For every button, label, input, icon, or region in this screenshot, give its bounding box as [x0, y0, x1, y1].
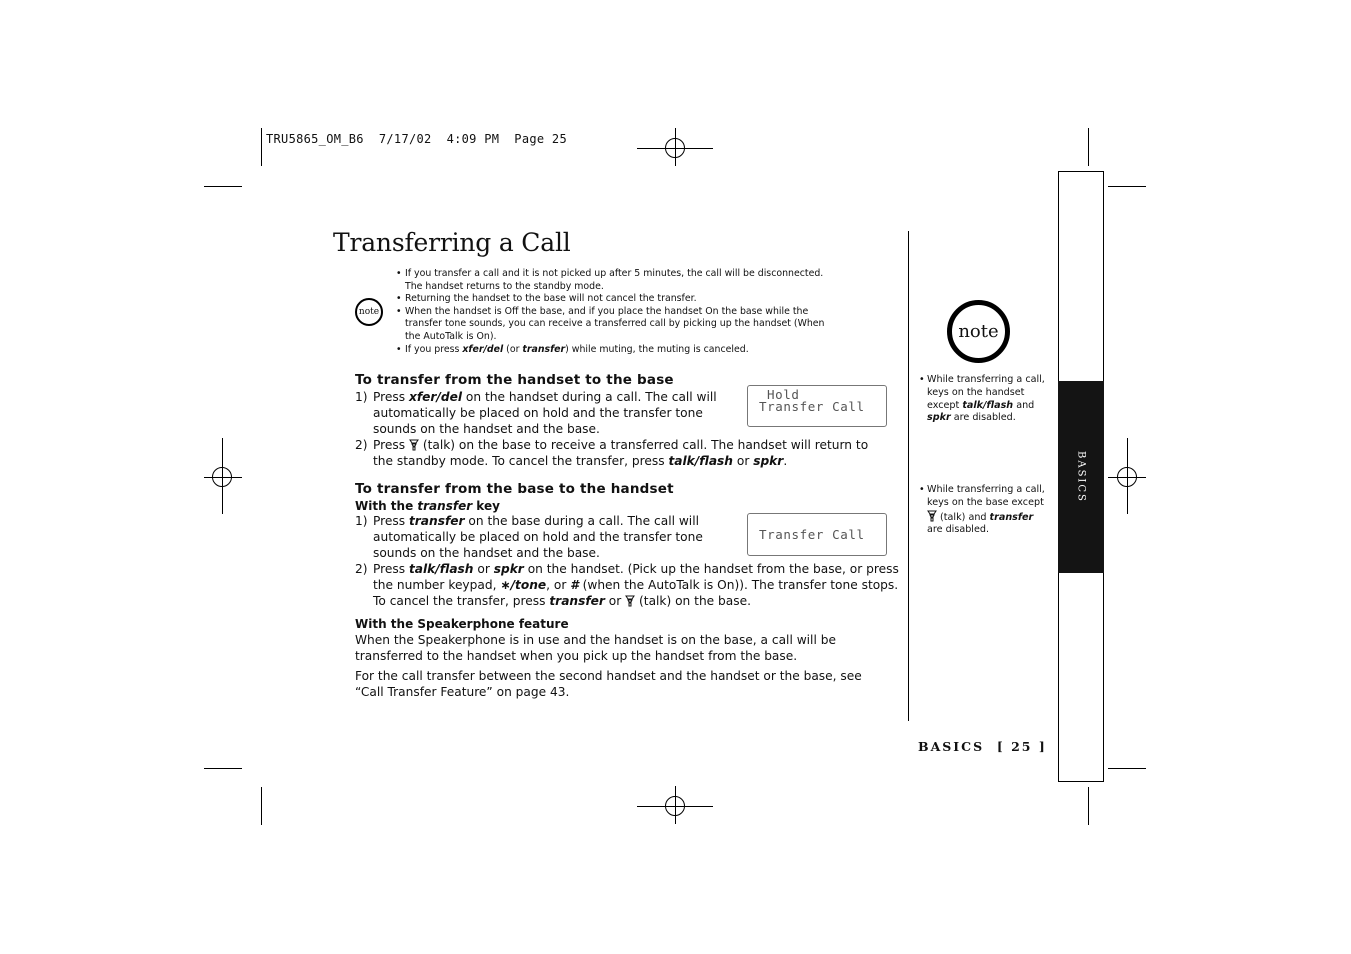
section-heading: To transfer from the base to the handset — [355, 481, 674, 497]
sidebar-note — [919, 374, 1047, 425]
crop-mark — [204, 768, 242, 769]
subheading: With the Speakerphone feature — [355, 617, 569, 631]
lcd-line: Transfer Call — [759, 399, 865, 414]
section-tab — [1058, 381, 1104, 573]
column-divider — [908, 231, 909, 721]
step-2: 2) Press talk/flash or spkr on the handset. (Pick up the handset from the base, or press the number keypad, ∗/tone, or # (when the AutoTalk is On)). The transfer tone stops. To cancel the transfer, press transfer or (talk) on the base. — [355, 562, 899, 608]
lcd-display — [747, 385, 887, 427]
talk-icon — [927, 510, 937, 522]
subheading: With the transfer key — [355, 499, 500, 513]
page-footer: BASICS [ 25 ] — [918, 739, 1047, 754]
print-slug: TRU5865_OM_B6 7/17/02 4:09 PM Page 25 — [266, 132, 567, 146]
section-tab-label: BASICS — [1075, 451, 1087, 503]
note-list — [396, 268, 836, 356]
step-1: 1) Press xfer/del on the handset during a call. The call will automatically be placed on hold and the transfer tone sounds on the handset and the base. — [355, 390, 717, 436]
list-item: • Returning the handset to the base will not cancel the transfer. — [396, 293, 836, 306]
crop-mark — [222, 438, 223, 514]
step-1: 1) Press transfer on the base during a call. The call will automatically be placed on hold and the transfer tone sounds on the handset and the base. — [355, 514, 703, 560]
lcd-line: Hold — [767, 387, 800, 402]
section-heading: To transfer from the handset to the base — [355, 372, 674, 388]
talk-icon — [625, 595, 635, 607]
note-icon: note — [355, 298, 383, 326]
crop-mark — [204, 477, 242, 478]
list-item: • If you transfer a call and it is not picked up after 5 minutes, the call will be disconnected. The handset returns to the standby mode. — [396, 268, 836, 293]
list-item: • While transferring a call, keys on the base except (talk) and transfer are disabled. — [919, 484, 1047, 537]
talk-icon — [409, 439, 419, 451]
star-key-icon: ∗ — [500, 578, 511, 592]
crop-mark — [675, 128, 676, 166]
note-icon: note — [947, 300, 1010, 363]
crop-mark — [675, 786, 676, 824]
sidebar-note — [919, 484, 1047, 537]
crop-mark — [204, 186, 242, 187]
list-item: • When the handset is Off the base, and if you place the handset On the base while the transfer tone sounds, you can receive a transferred call by picking up the handset (When the AutoTalk is On). — [396, 306, 836, 344]
page-title: Transferring a Call — [333, 228, 571, 257]
lcd-line: Transfer Call — [759, 527, 865, 542]
paragraph: When the Speakerphone is in use and the handset is on the base, a call will be transferred to the handset when you pick up the handset from the base. — [355, 633, 836, 663]
crop-mark — [1088, 128, 1089, 166]
list-item: • If you press xfer/del (or transfer) while muting, the muting is canceled. — [396, 344, 836, 357]
crop-mark — [261, 128, 262, 166]
list-item: • While transferring a call, keys on the handset except talk/flash and spkr are disabled. — [919, 374, 1047, 425]
step-2: 2) Press (talk) on the base to receive a transferred call. The handset will return to the standby mode. To cancel the transfer, press talk/flash or spkr. — [355, 438, 869, 468]
crop-mark — [1108, 768, 1146, 769]
lcd-display — [747, 513, 887, 556]
paragraph: For the call transfer between the second handset and the handset or the base, see “Call Transfer Feature” on page 43. — [355, 669, 862, 699]
crop-mark — [1127, 438, 1128, 514]
crop-mark — [261, 787, 262, 825]
crop-mark — [1088, 787, 1089, 825]
crop-mark — [1108, 186, 1146, 187]
